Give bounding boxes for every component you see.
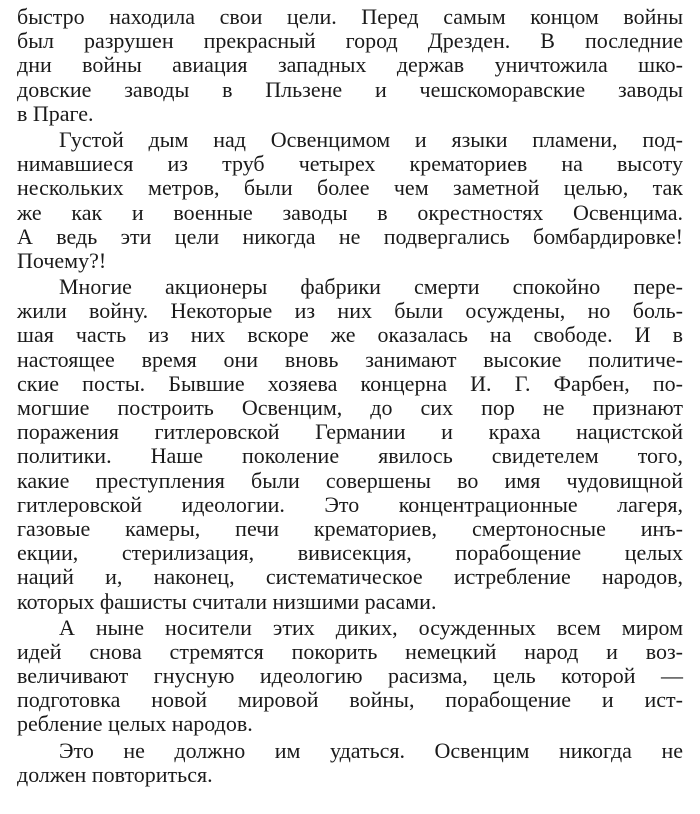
text-line: настоящее время они вновь занимают высокие политиче- <box>17 346 683 372</box>
text-line: ребление целых народов. <box>17 711 253 737</box>
text-line: Почему?! <box>17 247 107 273</box>
text-line: могшие построить Освенцим, до сих пор не признают <box>17 395 683 420</box>
text-line: гитлеровской идеологии. Это концентрационные лагеря, <box>17 491 683 517</box>
text-line: довские заводы в Пльзене и чешскоморавские заводы <box>17 76 683 102</box>
text-line: был разрушен прекрасный город Дрезден. В последние <box>17 28 683 54</box>
text-line: ские посты. Бывшие хозяева концерна И. Г. Фарбен, по- <box>17 370 683 396</box>
text-line: быстро находила свои цели. Перед самым концом войны <box>17 4 683 29</box>
text-line: дни войны авиация западных держав уничтожила шко- <box>17 52 683 78</box>
text-line: подготовка новой мировой войны, порабощение и ист- <box>17 687 683 713</box>
text-line: екции, стерилизация, вивисекция, порабощение целых <box>17 540 683 566</box>
text-line: жили войну. Некоторые из них были осуждены, но боль- <box>17 298 683 324</box>
paragraph-4 <box>17 616 683 737</box>
paragraph-1 <box>17 5 683 126</box>
text-line: шая часть из них вскоре же оказалась на свободе. И в <box>17 322 683 348</box>
text-line: должен повториться. <box>17 761 213 787</box>
text-line: поражения гитлеровской Германии и краха нацистской <box>17 419 683 445</box>
text-line: же как и военные заводы в окрестностях Освенцима. <box>17 199 683 225</box>
text-line: Это не должно им удаться. Освенцим никогда не <box>59 737 683 763</box>
body-text <box>17 5 683 789</box>
text-line: какие преступления были совершены во имя чудовищной <box>17 467 683 493</box>
text-line: газовые камеры, печи крематориев, смертоносные инъ- <box>17 515 683 541</box>
text-line: которых фашисты считали низшими расами. <box>17 588 437 614</box>
text-line: А ныне носители этих диких, осужденных всем миром <box>59 614 683 640</box>
text-line: величивают гнусную идеологию расизма, цель которой — <box>17 663 683 689</box>
paragraph-5 <box>17 739 683 787</box>
paragraph-2 <box>17 128 683 273</box>
text-line: политики. Наше поколение явилось свидетелем того, <box>17 443 683 469</box>
text-line: Густой дым над Освенцимом и языки пламени, под- <box>59 126 683 152</box>
text-line: идей снова стремятся покорить немецкий народ и воз- <box>17 638 683 664</box>
text-line: Многие акционеры фабрики смерти спокойно пере- <box>59 274 683 300</box>
text-line: нескольких метров, были более чем заметной целью, так <box>17 175 683 201</box>
paragraph-3 <box>17 275 683 614</box>
text-line: А ведь эти цели никогда не подвергались бомбардировке! <box>17 223 683 249</box>
text-line: в Праге. <box>17 100 94 126</box>
text-line: наций и, наконец, систематическое истребление народов, <box>17 564 683 590</box>
text-line: нимавшиеся из труб четырех крематориев на высоту <box>17 151 683 177</box>
